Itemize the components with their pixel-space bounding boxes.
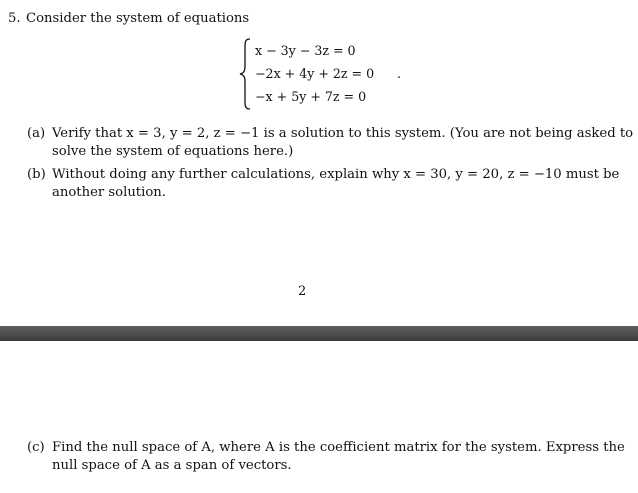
page-2: [0, 341, 638, 493]
part-c-label: (c): [27, 440, 45, 455]
page-number: 2: [298, 284, 307, 299]
problem-intro: Consider the system of equations: [26, 11, 250, 26]
problem-number: 5.: [8, 11, 21, 26]
page-divider: [0, 326, 638, 341]
part-c-line1: Find the null space of A, where A is the coefficient matrix for the system. Express the: [52, 440, 625, 455]
equation-1: x − 3y − 3z = 0: [255, 43, 356, 58]
part-a-line1: Verify that x = 3, y = 2, z = −1 is a solution to this system. (You are not being asked to: [52, 126, 634, 141]
equations-period: .: [397, 66, 402, 81]
part-c-line2: null space of A as a span of vectors.: [52, 458, 292, 473]
equation-2: −2x + 4y + 2z = 0: [255, 66, 375, 81]
part-b-label: (b): [27, 167, 46, 182]
part-b-line2: another solution.: [52, 185, 166, 200]
left-brace: [239, 38, 253, 110]
part-a-label: (a): [27, 126, 46, 141]
part-a-line2: solve the system of equations here.): [52, 144, 294, 159]
equation-3: −x + 5y + 7z = 0: [255, 89, 367, 104]
part-b-line1: Without doing any further calculations, explain why x = 30, y = 20, z = −10 must be: [52, 167, 620, 182]
